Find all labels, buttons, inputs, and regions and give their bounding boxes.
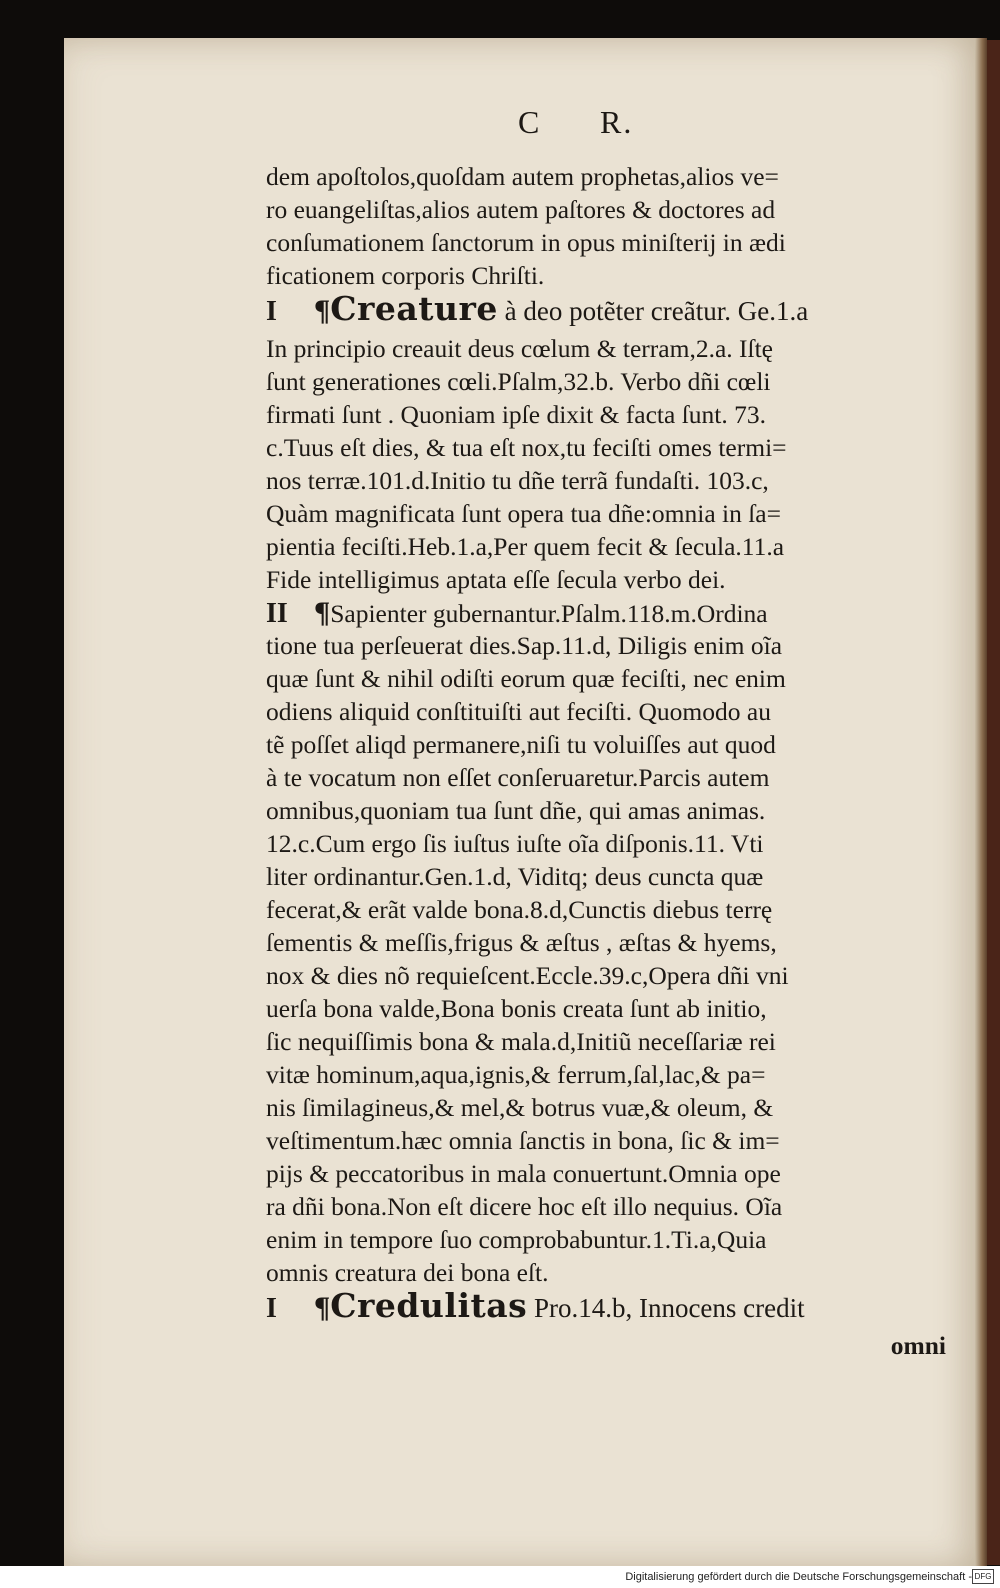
text-line: firmati ſunt . Quoniam ipſe dixit & facta ſunt. 73. (266, 400, 766, 429)
text-line: Quàm magnificata ſunt opera tua dñe:omnia in ſa= (266, 499, 782, 528)
text-line: liter ordinantur.Gen.1.d, Viditq; deus cuncta quæ (266, 862, 764, 891)
text-line: enim in tempore ſuo comprobabuntur.1.Ti.a,Quia (266, 1225, 767, 1254)
section-number: II (266, 598, 288, 629)
text-line: ſementis & meſſis,frigus & æſtus , æſtas & hyems, (266, 928, 777, 957)
text-line: tẽ poſſet aliqd permanere,niſi tu voluiſſes aut quod (266, 730, 776, 759)
text-line: ra dñi bona.Non eſt dicere hoc eſt illo nequius. Oĩa (266, 1192, 783, 1221)
pilcrow-icon: ¶ (314, 596, 331, 629)
text-line: nos terræ.101.d.Initio tu dñe terrã fundaſti. 103.c, (266, 466, 769, 495)
text-line: conſumationem ſanctorum in opus miniſterij in ædi (266, 228, 786, 257)
heading-word: Creature (330, 292, 498, 328)
text-line: veſtimentum.hæc omnia ſanctis in bona, ſic & im= (266, 1126, 780, 1155)
text-line: vitæ hominum,aqua,ignis,& ferrum,ſal,lac,& pa= (266, 1060, 766, 1089)
page-edge (975, 38, 987, 1568)
text-line: tione tua perſeuerat dies.Sap.11.d, Diligis enim oĩa (266, 631, 783, 660)
text-line: odiens aliquid conſtituiſti aut feciſti. Quomodo au (266, 697, 771, 726)
section-number: I (266, 1293, 277, 1324)
dfg-logo-icon: DFG (972, 1569, 994, 1584)
heading-rest: à deo potẽter creãtur. Ge.1.a (497, 296, 809, 326)
text-line: fecerat,& erãt valde bona.8.d,Cunctis diebus terrę (266, 895, 773, 924)
section-heading-credulitas (266, 1289, 946, 1329)
running-header (470, 104, 710, 144)
text-line: ro euangeliſtas,alios autem paſtores & doctores ad (266, 195, 776, 224)
text-line: nox & dies nõ requieſcent.Eccle.39.c,Opera dñi vni (266, 961, 789, 990)
text-line: omnibus,quoniam tua ſunt dñe, qui amas animas. (266, 796, 766, 825)
pilcrow-icon: ¶ (314, 1291, 331, 1324)
text-line: ſunt generationes cœli.Pſalm,32.b. Verbo dñi cœli (266, 367, 771, 396)
text-line: Fide intelligimus aptata eſſe ſecula verbo dei. (266, 565, 726, 594)
text-line: 12.c.Cum ergo ſis iuſtus iuſte oĩa diſponis.11. Vti (266, 829, 764, 858)
text-line: à te vocatum non eſſet conſeruaretur.Parcis autem (266, 763, 770, 792)
text-line: c.Tuus eſt dies, & tua eſt nox,tu feciſti omes termi= (266, 433, 787, 462)
text-line: ſic nequiſſimis bona & mala.d,Initiũ neceſſariæ rei (266, 1027, 776, 1056)
text-line: dem apoſtolos,quoſdam autem prophetas,alios ve= (266, 162, 779, 191)
footer-credit (0, 1566, 1000, 1588)
heading-rest: Pro.14.b, Innocens credit (527, 1293, 805, 1323)
section-heading-creature (266, 292, 946, 332)
text-line: omnis creatura dei bona eſt. (266, 1258, 549, 1287)
header-left: C (518, 104, 542, 140)
binding-edge (987, 40, 1000, 1565)
text-line: ficationem corporis Chriſti. (266, 261, 545, 290)
section-heading-sapienter (266, 596, 946, 629)
catchword: omni (890, 1331, 946, 1360)
text-line: quæ ſunt & nihil odiſti eorum quæ feciſti, nec enim (266, 664, 786, 693)
text-line: nis ſimilagineus,& mel,& botrus vuæ,& oleum, & (266, 1093, 774, 1122)
footer-text: Digitalisierung gefördert durch die Deutsche Forschungsgemeinschaft - (625, 1571, 972, 1583)
text-line: pijs & peccatoribus in mala conuertunt.Omnia ope (266, 1159, 781, 1188)
body-text (266, 160, 946, 1362)
pilcrow-icon: ¶ (314, 294, 331, 327)
text-line: pientia feciſti.Heb.1.a,Per quem fecit & ſecula.11.a (266, 532, 785, 561)
section-number: I (266, 296, 277, 327)
text-line: In principio creauit deus cœlum & terram,2.a. Iſtę (266, 334, 773, 363)
heading-word: Credulitas (330, 1289, 528, 1325)
header-right: R. (600, 104, 634, 140)
heading-rest: Sapienter gubernantur.Pſalm.118.m.Ordina (330, 599, 768, 628)
text-line: uerſa bona valde,Bona bonis creata ſunt ab initio, (266, 994, 767, 1023)
